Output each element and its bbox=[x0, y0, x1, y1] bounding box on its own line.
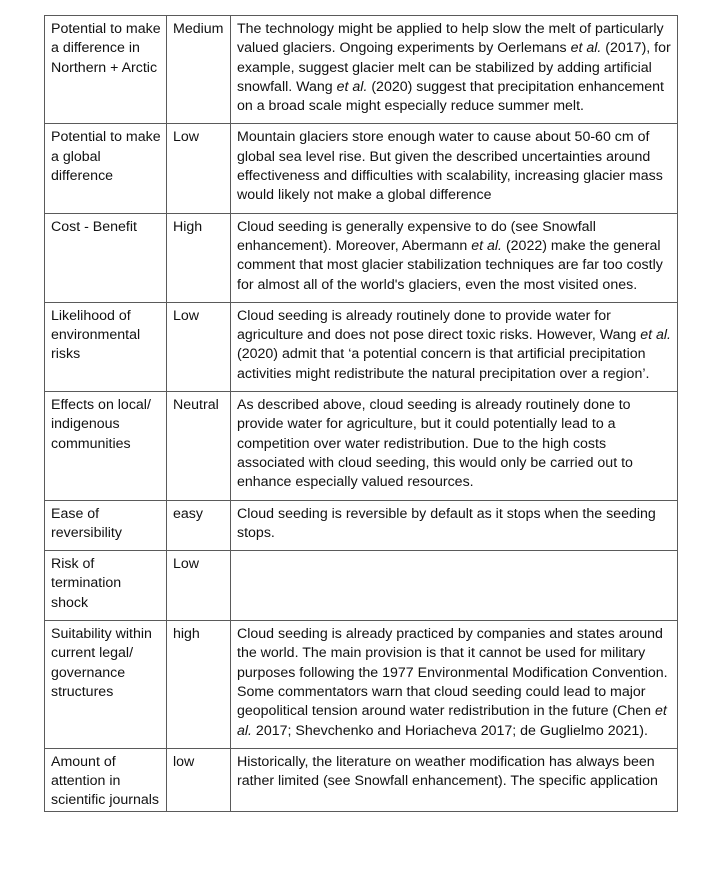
description-cell bbox=[231, 213, 678, 302]
rating-cell: Medium bbox=[167, 16, 231, 124]
table-row bbox=[45, 500, 678, 551]
description-text: (2017), for example, suggest glacier melt can be stabilized by adding artificial snowfall. Wang bbox=[237, 40, 671, 95]
rating-cell: Neutral bbox=[167, 392, 231, 500]
rating-cell: Low bbox=[167, 124, 231, 213]
description-italic-text: et al. bbox=[336, 78, 368, 95]
rating-cell: high bbox=[167, 621, 231, 749]
criterion-cell: Amount of attention in scientific journals bbox=[45, 748, 167, 811]
criterion-cell: Risk of termination shock bbox=[45, 551, 167, 621]
description-text: Cloud seeding is already routinely done to provide water for agriculture and does not pose direct toxic risks. However, Wang bbox=[237, 307, 641, 344]
description-italic-text: et al. bbox=[570, 40, 602, 57]
description-cell bbox=[231, 551, 678, 621]
rating-cell: low bbox=[167, 748, 231, 811]
table-row bbox=[45, 124, 678, 213]
description-italic-text: et al. bbox=[471, 237, 502, 254]
assessment-table-body bbox=[45, 16, 678, 812]
description-cell bbox=[231, 748, 678, 811]
criterion-cell: Suitability within current legal/ governance structures bbox=[45, 621, 167, 749]
description-italic-text: et al. bbox=[640, 327, 671, 344]
description-text: Cloud seeding is already practiced by companies and states around the world. The main provision is that it cannot be used for military purposes following the 1977 Environmental Modification Convention. Some commentators warn that cloud seeding could lead to major geopolitical tension around water redistribution in the future (Chen bbox=[237, 626, 668, 720]
description-text: Cloud seeding is reversible by default as it stops when the seeding stops. bbox=[237, 505, 656, 541]
description-cell bbox=[231, 500, 678, 551]
criterion-cell: Likelihood of environmental risks bbox=[45, 302, 167, 391]
description-cell bbox=[231, 392, 678, 500]
table-row bbox=[45, 213, 678, 302]
table-row bbox=[45, 748, 678, 811]
criterion-cell: Effects on local/ indigenous communities bbox=[45, 392, 167, 500]
description-text: (2022) make the general comment that most glacier stabilization techniques are far too costly for almost all of the world's glaciers, even the most visited ones. bbox=[237, 237, 663, 293]
criterion-cell: Cost - Benefit bbox=[45, 213, 167, 302]
description-text: (2020) admit that ‘a potential concern is that artificial precipitation activities might redistribute the natural precipitation over a region’. bbox=[237, 346, 650, 382]
description-text: 2017; Shevchenko and Horiacheva 2017; de Guglielmo 2021). bbox=[251, 722, 648, 739]
description-cell bbox=[231, 16, 678, 124]
rating-cell: Low bbox=[167, 302, 231, 391]
rating-cell: Low bbox=[167, 551, 231, 621]
description-text: Historically, the literature on weather modification has always been rather limited (see Snowfall enhancement). The specific application bbox=[237, 753, 658, 790]
description-text: As described above, cloud seeding is already routinely done to provide water for agriculture, but it could potentially lead to a competition over water redistribution. Due to the high costs associated with cloud seeding, this would only be carried out to enhance especially valued resources. bbox=[237, 397, 633, 491]
description-text: Cloud seeding is generally expensive to do (see Snowfall enhancement). Moreover, Abermann bbox=[237, 218, 596, 254]
description-text: Mountain glaciers store enough water to cause about 50-60 cm of global sea level rise. But given the described uncertainties around effectiveness and difficulties with scalability, increasing glacier mass would likely not make a global difference bbox=[237, 129, 663, 204]
description-text: (2020) suggest that precipitation enhancement on a broad scale might especially reduce summer melt. bbox=[237, 78, 664, 115]
criterion-cell: Potential to make a difference in Northern + Arctic bbox=[45, 16, 167, 124]
criterion-cell: Ease of reversibility bbox=[45, 500, 167, 551]
description-cell bbox=[231, 302, 678, 391]
rating-cell: High bbox=[167, 213, 231, 302]
table-row bbox=[45, 16, 678, 124]
table-row bbox=[45, 392, 678, 500]
table-row bbox=[45, 551, 678, 621]
description-cell bbox=[231, 621, 678, 749]
criterion-cell: Potential to make a global difference bbox=[45, 124, 167, 213]
rating-cell: easy bbox=[167, 500, 231, 551]
description-cell bbox=[231, 124, 678, 213]
table-row bbox=[45, 621, 678, 749]
description-text: The technology might be applied to help slow the melt of particularly valued glaciers. Ongoing experiments by Oerlemans bbox=[237, 21, 664, 57]
description-italic-text: et al. bbox=[237, 703, 667, 739]
table-row bbox=[45, 302, 678, 391]
assessment-table bbox=[44, 15, 678, 812]
